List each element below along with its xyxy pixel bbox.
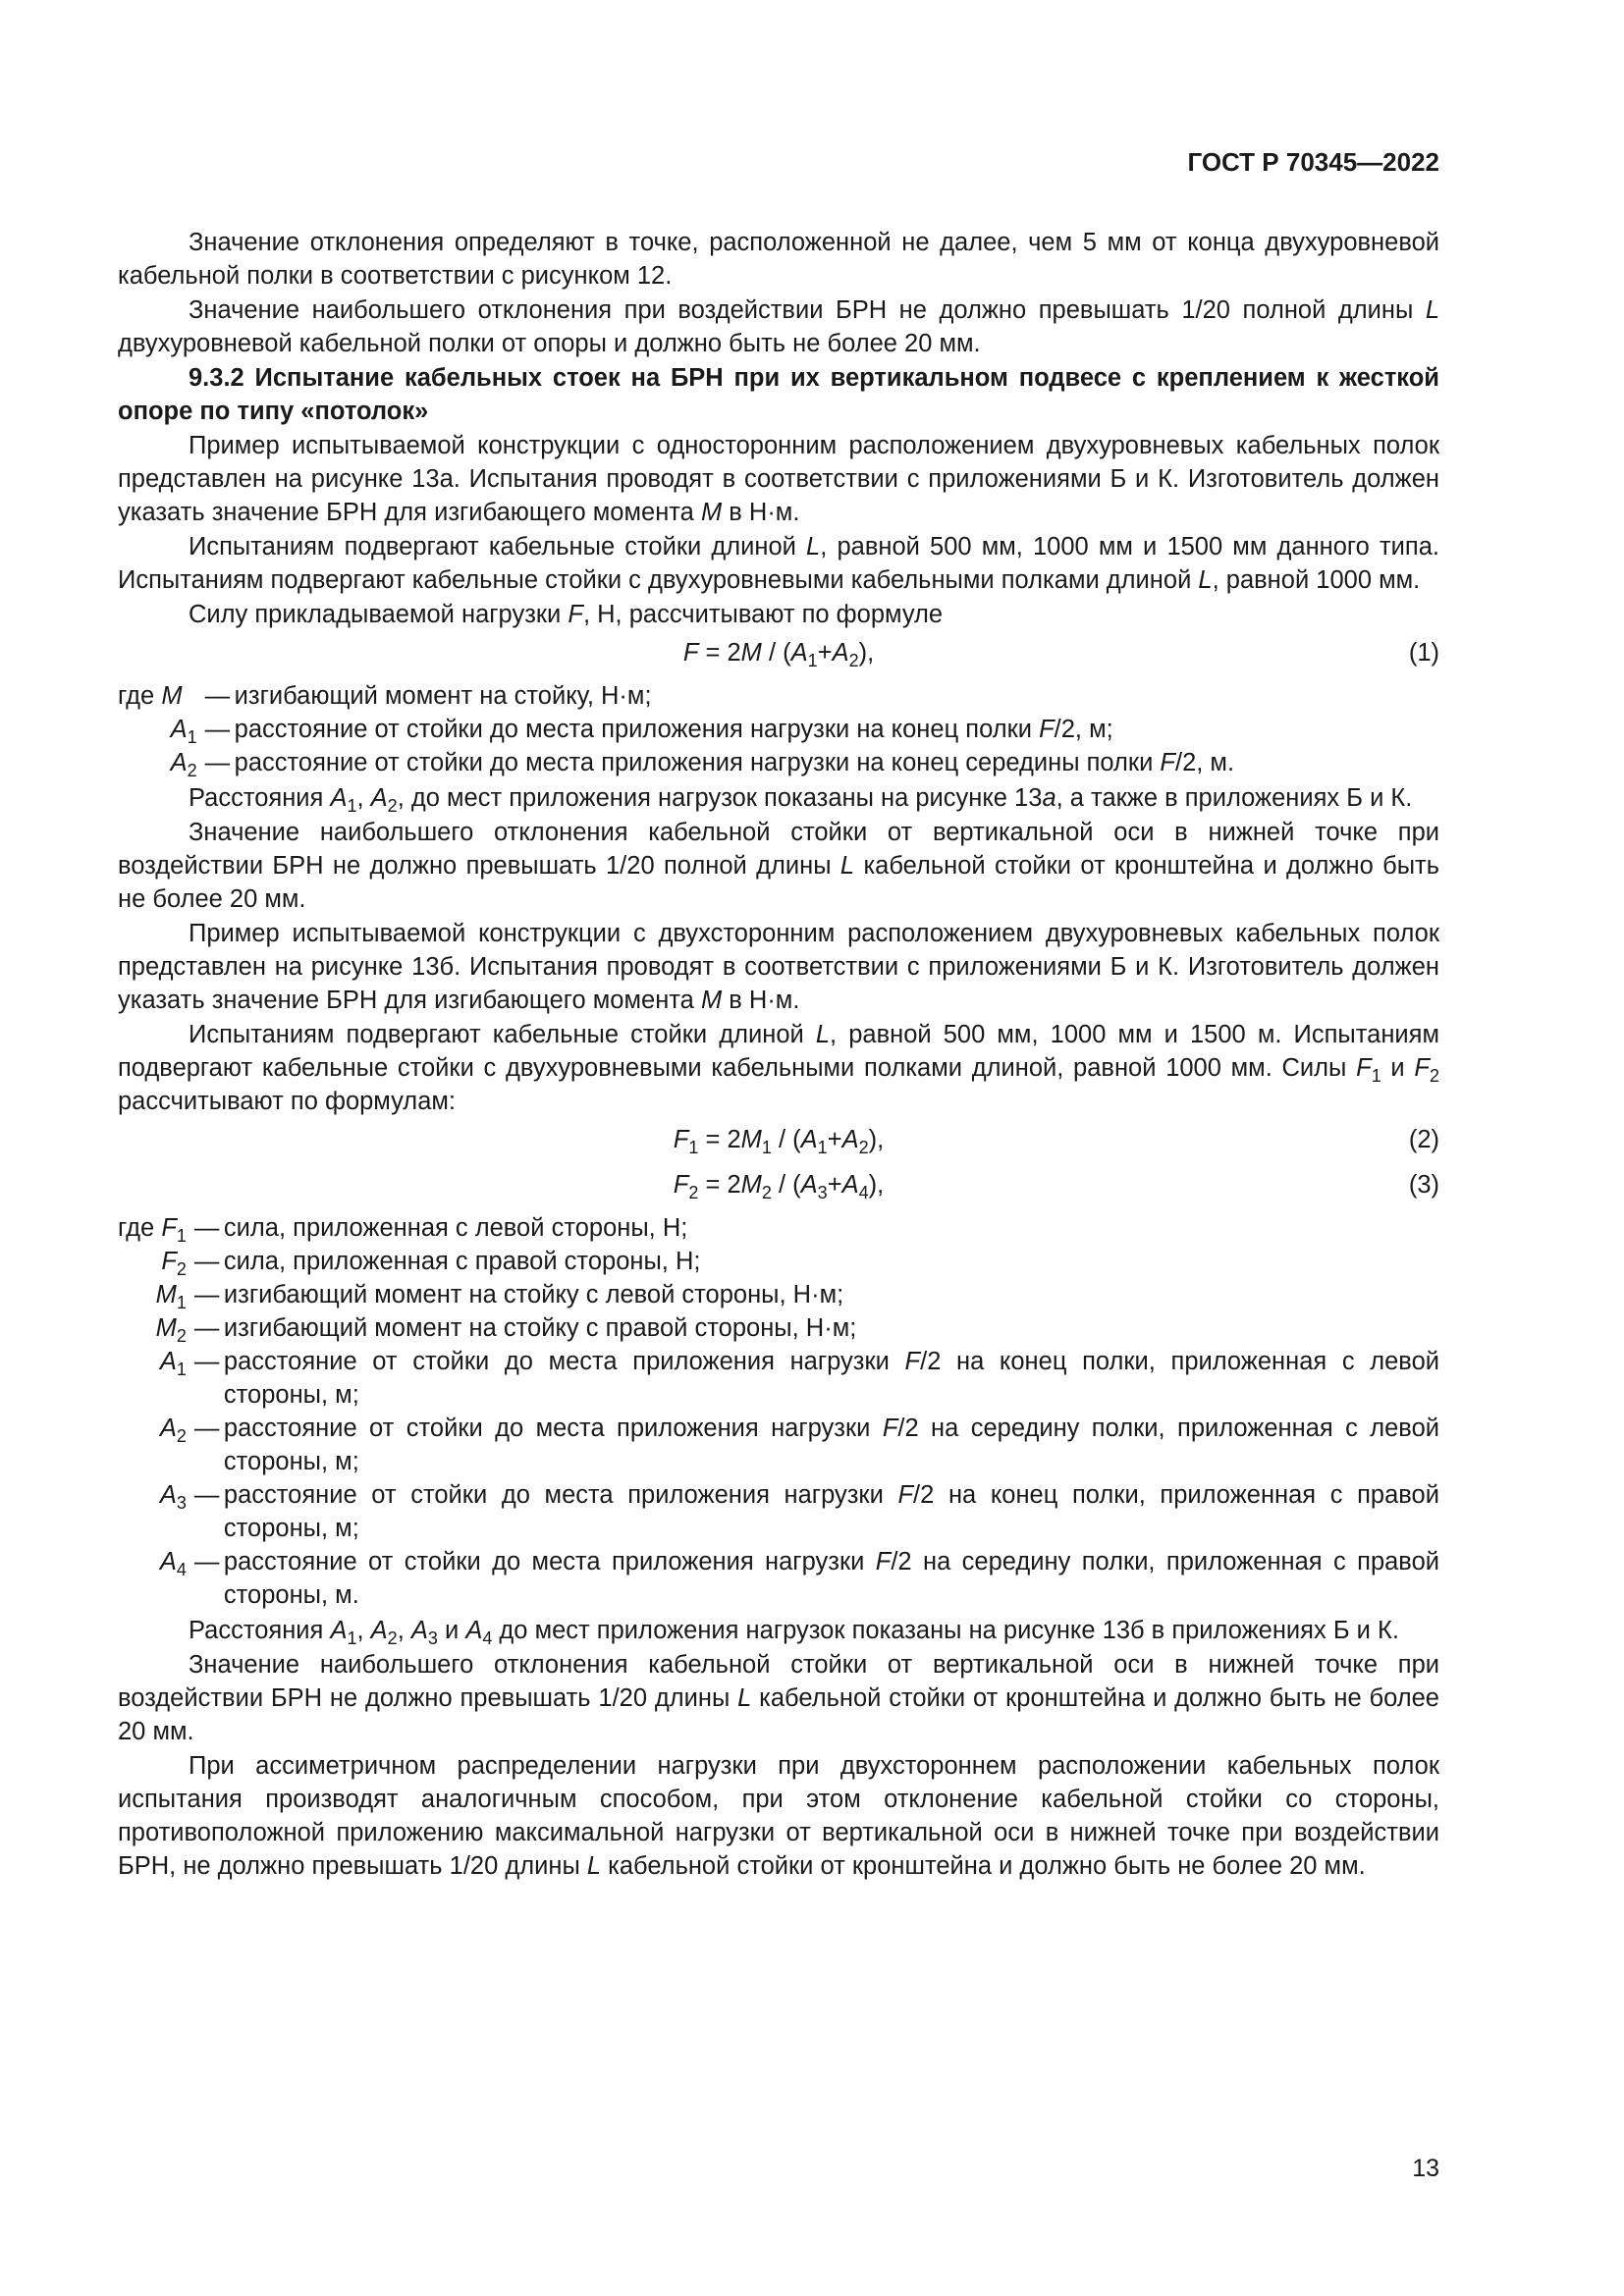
symbol-L: L xyxy=(806,533,821,561)
paragraph-deflection-point xyxy=(118,226,1439,293)
document-code-header: ГОСТ Р 70345—2022 xyxy=(1187,147,1439,177)
symbol-F: F xyxy=(568,601,583,628)
symbol-L: L xyxy=(1198,566,1213,594)
formula-1-expression: $F = 2M / (A_1+A_2)$, xyxy=(682,639,875,670)
text: Значение отклонения определяют в точке, расположенной не далее, чем 5 мм от конца двухуровневой кабельной полки в соответствии с рисунком 12. xyxy=(118,229,1439,290)
text: , равной 1000 мм. xyxy=(1212,566,1421,594)
legend-item-M2: $M_2$ — изгибающий момент на стойку с правой стороны, Н·м; xyxy=(155,1314,857,1346)
legend-item-A1: $A_1$ — расстояние от стойки до места приложения нагрузки F/2 на конец полки, приложенная с левой стороны, м; xyxy=(159,1348,1439,1409)
text: двухуровневой кабельной полки от опоры и должно быть не более 20 мм. xyxy=(118,330,981,357)
paragraph-distances-13b: Расстояния $A_1$, $A_2$, $A_3$ и $A_4$ до мест приложения нагрузок показаны на рисунке 13б в приложениях Б и К. xyxy=(189,1617,1399,1648)
formula-3 xyxy=(118,1164,1439,1209)
text: Силу прикладываемой нагрузки xyxy=(189,601,568,628)
paragraph-force-formula-intro xyxy=(118,598,1439,631)
formula-2-number: (2) xyxy=(1408,1126,1439,1153)
page-number: 13 xyxy=(1412,2155,1439,2182)
formula-1-number: (1) xyxy=(1408,639,1439,667)
symbol-L: L xyxy=(1425,296,1439,324)
text: Пример испытываемой конструкции с односторонним расположением двухуровневых кабельных полок представлен на рисунке 13а. Испытания проводят в соответствии с приложениями Б и К. Изготовитель должен указать значение БРН для изгибающего момента xyxy=(118,432,1439,526)
page-body xyxy=(118,226,1439,1884)
formula-2-expression: $F_1 = 2M_1 / (A_1+A_2)$, xyxy=(673,1126,885,1157)
paragraph-two-sided-lengths: Испытаниям подвергают кабельные стойки длиной L, равной 500 мм, 1000 мм и 1500 м. Испытаниям подвергают кабельные стойки с двухуровневыми кабельными полками длиной, равной 1000 мм. Силы $F_1$ и $F_2$ рассчитывают по формулам: xyxy=(118,1021,1439,1115)
paragraph-distances-13a: Расстояния $A_1$, $A_2$, до мест приложения нагрузок показаны на рисунке 13а, а также в приложениях Б и К. xyxy=(189,784,1413,816)
legend-item-A3: $A_3$ — расстояние от стойки до места приложения нагрузки F/2 на конец полки, приложенная с правой стороны, м; xyxy=(159,1481,1439,1542)
formula-3-expression: $F_2 = 2M_2 / (A_3+A_4)$, xyxy=(673,1171,885,1202)
section-heading-9-3-2 xyxy=(118,361,1439,428)
text: , Н, рассчитывают по формуле xyxy=(582,601,944,628)
paragraph-asymmetric-load: При ассиметричном распределении нагрузки при двухстороннем расположении кабельных полок испытания производят аналогичным способом, при этом отклонение кабельной стойки со стороны, противоположной приложению максимальной нагрузки от вертикальной оси в нижней точке при воздействии БРН, не должно превышать 1/20 длины L кабельной стойки от кронштейна и должно быть не более 20 мм. xyxy=(118,1752,1439,1880)
text: Значение наибольшего отклонения при воздействии БРН не должно превышать 1/20 полной длины xyxy=(189,296,1426,324)
formula-1 xyxy=(118,632,1439,677)
paragraph-max-deflection-shelf xyxy=(118,294,1439,360)
legend-item-A1: $A_1$ — расстояние от стойки до места приложения нагрузки на конец полки F/2, м; xyxy=(170,716,1113,747)
paragraph-one-sided-example xyxy=(118,429,1439,529)
legend-item-M1: $M_1$ — изгибающий момент на стойку с левой стороны, Н·м; xyxy=(155,1281,844,1312)
paragraph-test-lengths xyxy=(118,530,1439,597)
text: в Н·м. xyxy=(722,499,800,526)
formula-2 xyxy=(118,1119,1439,1164)
legend-item-A2: $A_2$ — расстояние от стойки до места приложения нагрузки F/2 на середину полки, приложенная с левой стороны, м; xyxy=(159,1415,1439,1475)
legend-item-F1: где $F_1$ — сила, приложенная с левой стороны, Н; xyxy=(118,1214,688,1246)
paragraph-max-deflection-two-sided: Значение наибольшего отклонения кабельной стойки от вертикальной оси в нижней точке при воздействии БРН не должно превышать 1/20 длины L кабельной стойки от кронштейна и должно быть не более 20 мм. xyxy=(118,1651,1439,1745)
legend-item-F2: $F_2$ — сила, приложенная с правой стороны, Н; xyxy=(161,1248,701,1279)
formula-3-number: (3) xyxy=(1408,1171,1439,1199)
legend-item-A4: $A_4$ — расстояние от стойки до места приложения нагрузки F/2 на середину полки, приложенная с правой стороны, м. xyxy=(159,1548,1439,1609)
legend-formulas-2-3 xyxy=(118,1211,1439,1612)
text: Испытаниям подвергают кабельные стойки длиной xyxy=(189,533,807,561)
text: , равной 500 мм, 1000 мм и 1500 мм данного типа. Испытаниям подвергают кабельные стойки с двухуровневыми кабельными полками длиной xyxy=(118,533,1439,594)
paragraph-two-sided-example: Пример испытываемой конструкции с двухсторонним расположением двухуровневых кабельных полок представлен на рисунке 13б. Испытания проводят в соответствии с приложениями Б и К. Изготовитель должен указать значение БРН для изгибающего момента M в Н·м. xyxy=(118,920,1439,1014)
legend-item-A2: $A_2$ — расстояние от стойки до места приложения нагрузки на конец середины полки F/2, м. xyxy=(170,749,1235,780)
legend-formula-1 xyxy=(118,679,1439,779)
heading-text: 9.3.2 Испытание кабельных стоек на БРН при их вертикальном подвесе с креплением к жесткой опоре по типу «потолок» xyxy=(118,364,1439,425)
symbol-M: M xyxy=(700,499,723,526)
legend-item-M: где M — изгибающий момент на стойку, Н·м; xyxy=(118,682,652,710)
paragraph-max-deflection-stand: Значение наибольшего отклонения кабельной стойки от вертикальной оси в нижней точке при воздействии БРН не должно превышать 1/20 полной длины L кабельной стойки от кронштейна и должно быть не более 20 мм. xyxy=(118,819,1439,913)
